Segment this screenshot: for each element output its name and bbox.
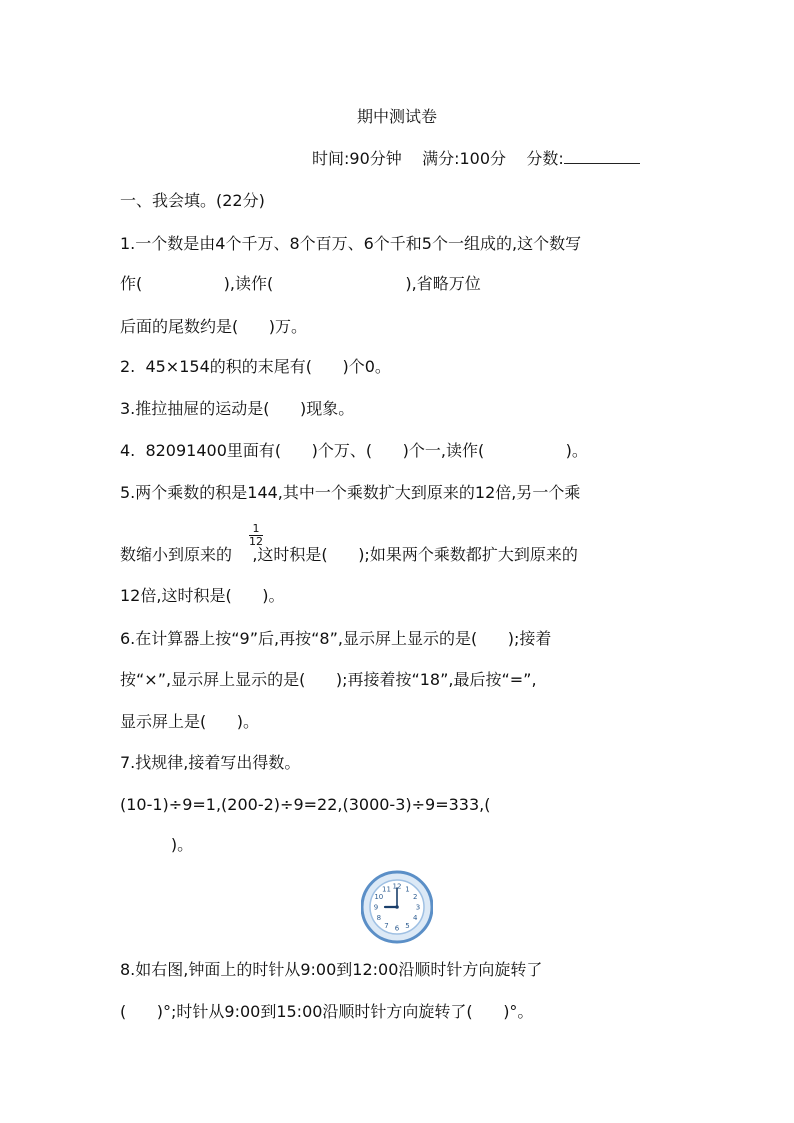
fraction-numerator: 1 bbox=[249, 523, 263, 536]
question-3: 3.推拉抽屉的运动是( )现象。 bbox=[120, 399, 355, 418]
question-1-line-3: 后面的尾数约是( )万。 bbox=[120, 317, 308, 336]
section-heading: 一、我会填。(22分) bbox=[120, 191, 265, 210]
clock-center-pin bbox=[395, 905, 399, 909]
question-1-line-2: 作( ),读作( ),省略万位 bbox=[120, 274, 481, 293]
clock-numeral-6: 6 bbox=[394, 924, 400, 933]
clock-numeral-2: 2 bbox=[412, 893, 418, 902]
question-6-line-2: 按“×”,显示屏上显示的是( );再接着按“18”,最后按“=”, bbox=[120, 670, 537, 689]
question-4: 4. 82091400里面有( )个万、( )个一,读作( )。 bbox=[120, 441, 588, 460]
question-6-line-1: 6.在计算器上按“9”后,再按“8”,显示屏上显示的是( );接着 bbox=[120, 629, 552, 648]
question-5-line-1: 5.两个乘数的积是144,其中一个乘数扩大到原来的12倍,另一个乘 bbox=[120, 483, 581, 502]
clock-numeral-3: 3 bbox=[415, 903, 421, 912]
clock-numeral-7: 7 bbox=[384, 921, 389, 930]
question-7-line-1: 7.找规律,接着写出得数。 bbox=[120, 753, 301, 772]
clock-numeral-10: 10 bbox=[374, 893, 384, 902]
clock-numeral-9: 9 bbox=[373, 903, 379, 912]
score-blank[interactable] bbox=[564, 149, 640, 164]
exam-meta bbox=[312, 149, 640, 169]
question-5-line-3: 12倍,这时积是( )。 bbox=[120, 586, 285, 605]
exam-meta-text: 时间:90分钟 满分:100分 分数: bbox=[312, 149, 564, 168]
clock-numeral-1: 1 bbox=[405, 885, 410, 894]
clock-numeral-4: 4 bbox=[412, 914, 418, 923]
question-8-line-2: ( )°;时针从9:00到15:00沿顺时针方向旋转了( )°。 bbox=[120, 1002, 534, 1021]
clock-numeral-8: 8 bbox=[376, 914, 382, 923]
question-7-line-3: )。 bbox=[120, 835, 194, 854]
clock-numeral-5: 5 bbox=[405, 921, 410, 930]
fraction-denominator: 12 bbox=[249, 535, 263, 548]
question-7-line-2: (10-1)÷9=1,(200-2)÷9=22,(3000-3)÷9=333,( bbox=[120, 795, 491, 814]
clock-icon bbox=[361, 869, 433, 945]
clock-numeral-12: 12 bbox=[392, 882, 402, 891]
question-2: 2. 45×154的积的末尾有( )个0。 bbox=[120, 357, 391, 376]
question-6-line-3: 显示屏上是( )。 bbox=[120, 712, 260, 731]
question-5-line-2: 数缩小到原来的 ,这时积是( );如果两个乘数都扩大到原来的 bbox=[120, 545, 578, 564]
clock-numeral-11: 11 bbox=[382, 885, 391, 894]
page-title: 期中测试卷 bbox=[356, 107, 437, 126]
question-1-line-1: 1.一个数是由4个千万、8个百万、6个千和5个一组成的,这个数写 bbox=[120, 234, 582, 253]
question-8-line-1: 8.如右图,钟面上的时针从9:00到12:00沿顺时针方向旋转了 bbox=[120, 960, 543, 979]
